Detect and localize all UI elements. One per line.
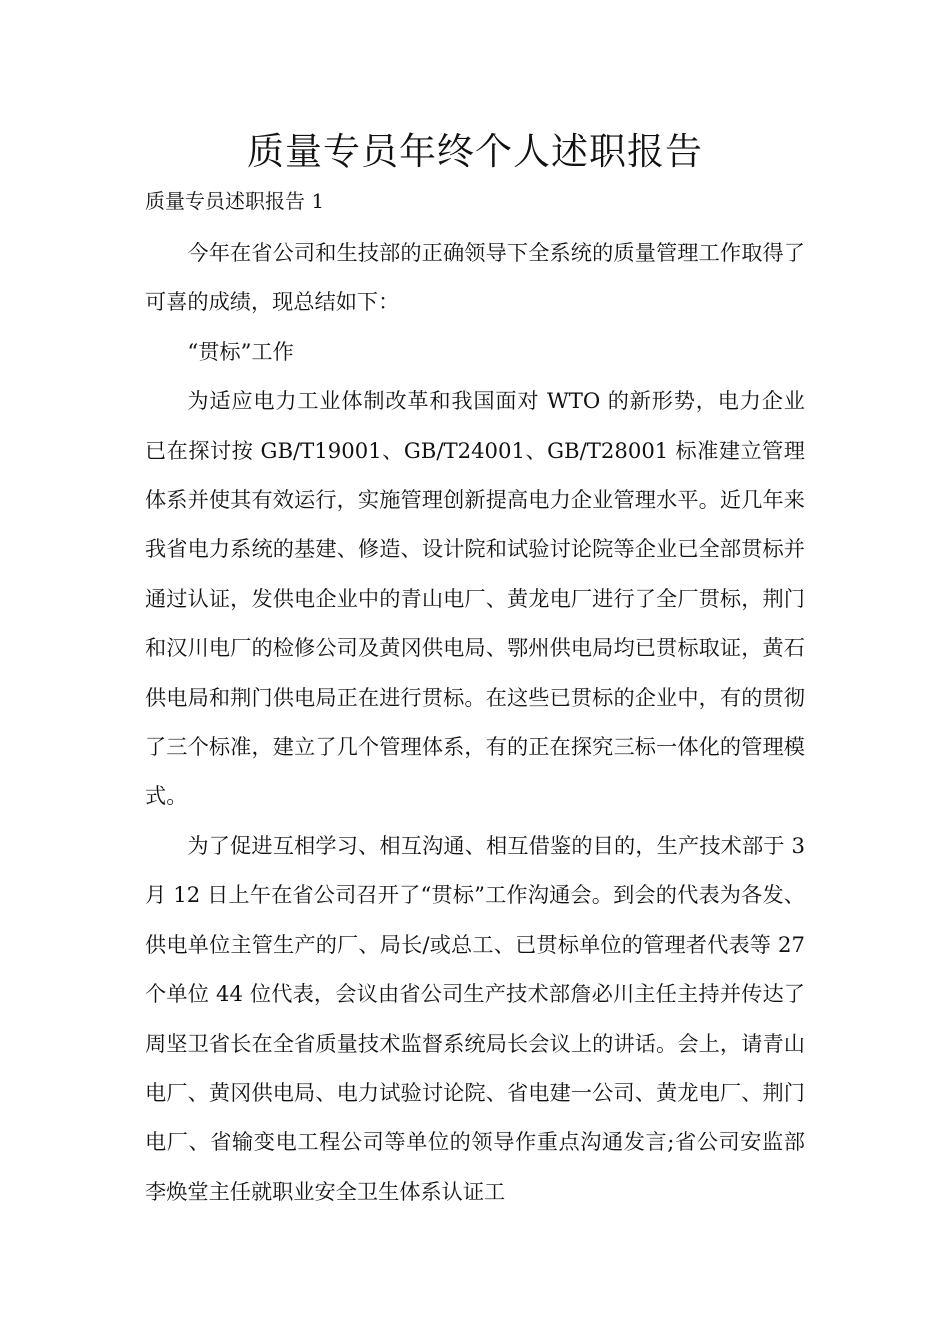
paragraph: 为了促进互相学习、相互沟通、相互借鉴的目的，生产技术部于 3 月 12 日上午在省公司召开了“贯标”工作沟通会。到会的代表为各发、供电单位主管生产的厂、局长/或总工、已贯标单位的管理者代表等 27 个单位 44 位代表，会议由省公司生产技术部詹必川主任主持并传达了周坚卫省长在全省质量技术监督系统局长会议上的讲话。会上，请青山电厂、黄冈供电局、电力试验讨论院、省电建一公司、黄龙电厂、荆门电厂、省输变电工程公司等单位的领导作重点沟通发言;省公司安监部李焕堂主任就职业安全卫生体系认证工	[145, 832, 805, 1204]
document-title: 质量专员年终个人述职报告	[247, 130, 703, 173]
paragraph-subheading: “贯标”工作	[187, 338, 294, 364]
paragraph: 为适应电力工业体制改革和我国面对 WTO 的新形势，电力企业已在探讨按 GB/T19001、GB/T24001、GB/T28001 标准建立管理体系并使其有效运行，实施管理创新提高电力企业管理水平。近几年来我省电力系统的基建、修造、设计院和试验讨论院等企业已全部贯标并通过认证，发供电企业中的青山电厂、黄龙电厂进行了全厂贯标，荆门和汉川电厂的检修公司及黄冈供电局、鄂州供电局均已贯标取证，黄石供电局和荆门供电局正在进行贯标。在这些已贯标的企业中，有的贯彻了三个标准，建立了几个管理体系，有的正在探究三标一体化的管理模式。	[145, 388, 805, 809]
paragraph: 今年在省公司和生技部的正确领导下全系统的质量管理工作取得了可喜的成绩，现总结如下：	[145, 240, 805, 315]
section-heading: 质量专员述职报告 1	[145, 189, 325, 213]
document-body	[145, 228, 805, 1216]
